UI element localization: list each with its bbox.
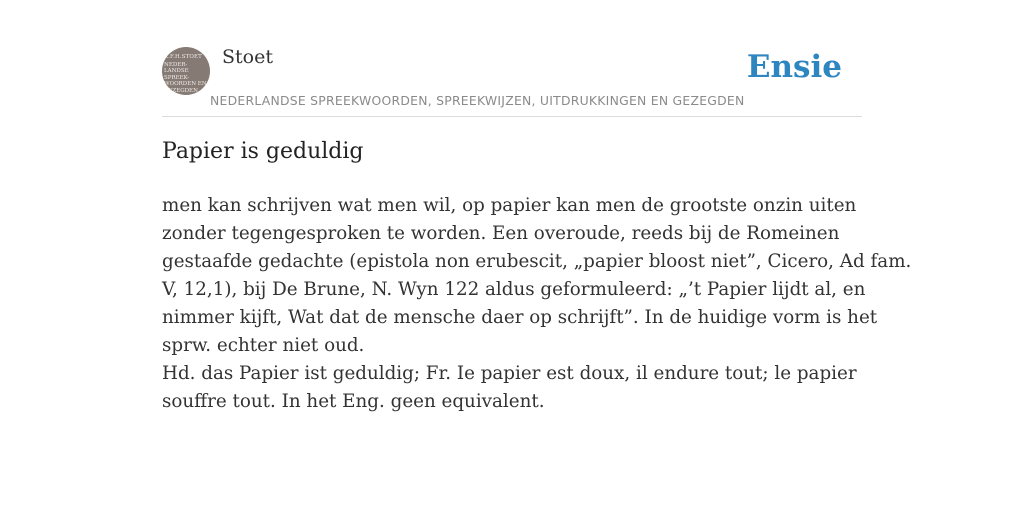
source-name-link[interactable]: Stoet	[222, 46, 273, 68]
avatar-title-line: GEZEGDEN	[164, 87, 198, 94]
definition-line: sprw. echter niet oud.	[162, 335, 365, 356]
definition-line: zonder tegengesproken te worden. Een overoude, reeds bij de Romeinen	[162, 223, 840, 244]
avatar-title-line: LANDSE	[164, 68, 189, 75]
definition-line: gestaafde gedachte (epistola non erubescit, „papier bloost niet”, Cicero, Ad fam.	[162, 251, 912, 272]
source-avatar[interactable]	[162, 47, 210, 95]
source-subtitle: NEDERLANDSE SPREEKWOORDEN, SPREEKWIJZEN, UITDRUKKINGEN EN GEZEGDEN	[210, 93, 745, 108]
avatar-title-line: SPREEK-	[164, 74, 190, 81]
entry-definition	[162, 192, 912, 416]
definition-line: V, 12,1), bij De Brune, N. Wyn 122 aldus geformuleerd: „’t Papier lijdt al, en	[162, 279, 866, 300]
definition-line: nimmer kijft, Wat dat de mensche daer op schrijft”. In de huidige vorm is het	[162, 307, 878, 328]
entry-title: Papier is geduldig	[162, 139, 364, 164]
definition-line: souffre tout. In het Eng. geen equivalent.	[162, 391, 545, 412]
avatar-title-line: NEDER-	[164, 61, 188, 68]
definition-line: Hd. das Papier ist geduldig; Fr. Ie papier est doux, il endure tout; le papier	[162, 363, 857, 384]
ensie-logo-link[interactable]: Ensie	[746, 49, 842, 85]
avatar-title-line: WOORDEN EN	[164, 81, 207, 88]
definition-line: men kan schrijven wat men wil, op papier kan men de grootste onzin uiten	[162, 195, 857, 216]
source-header	[162, 40, 862, 117]
avatar-author: K.F.H.STOET	[164, 54, 202, 60]
